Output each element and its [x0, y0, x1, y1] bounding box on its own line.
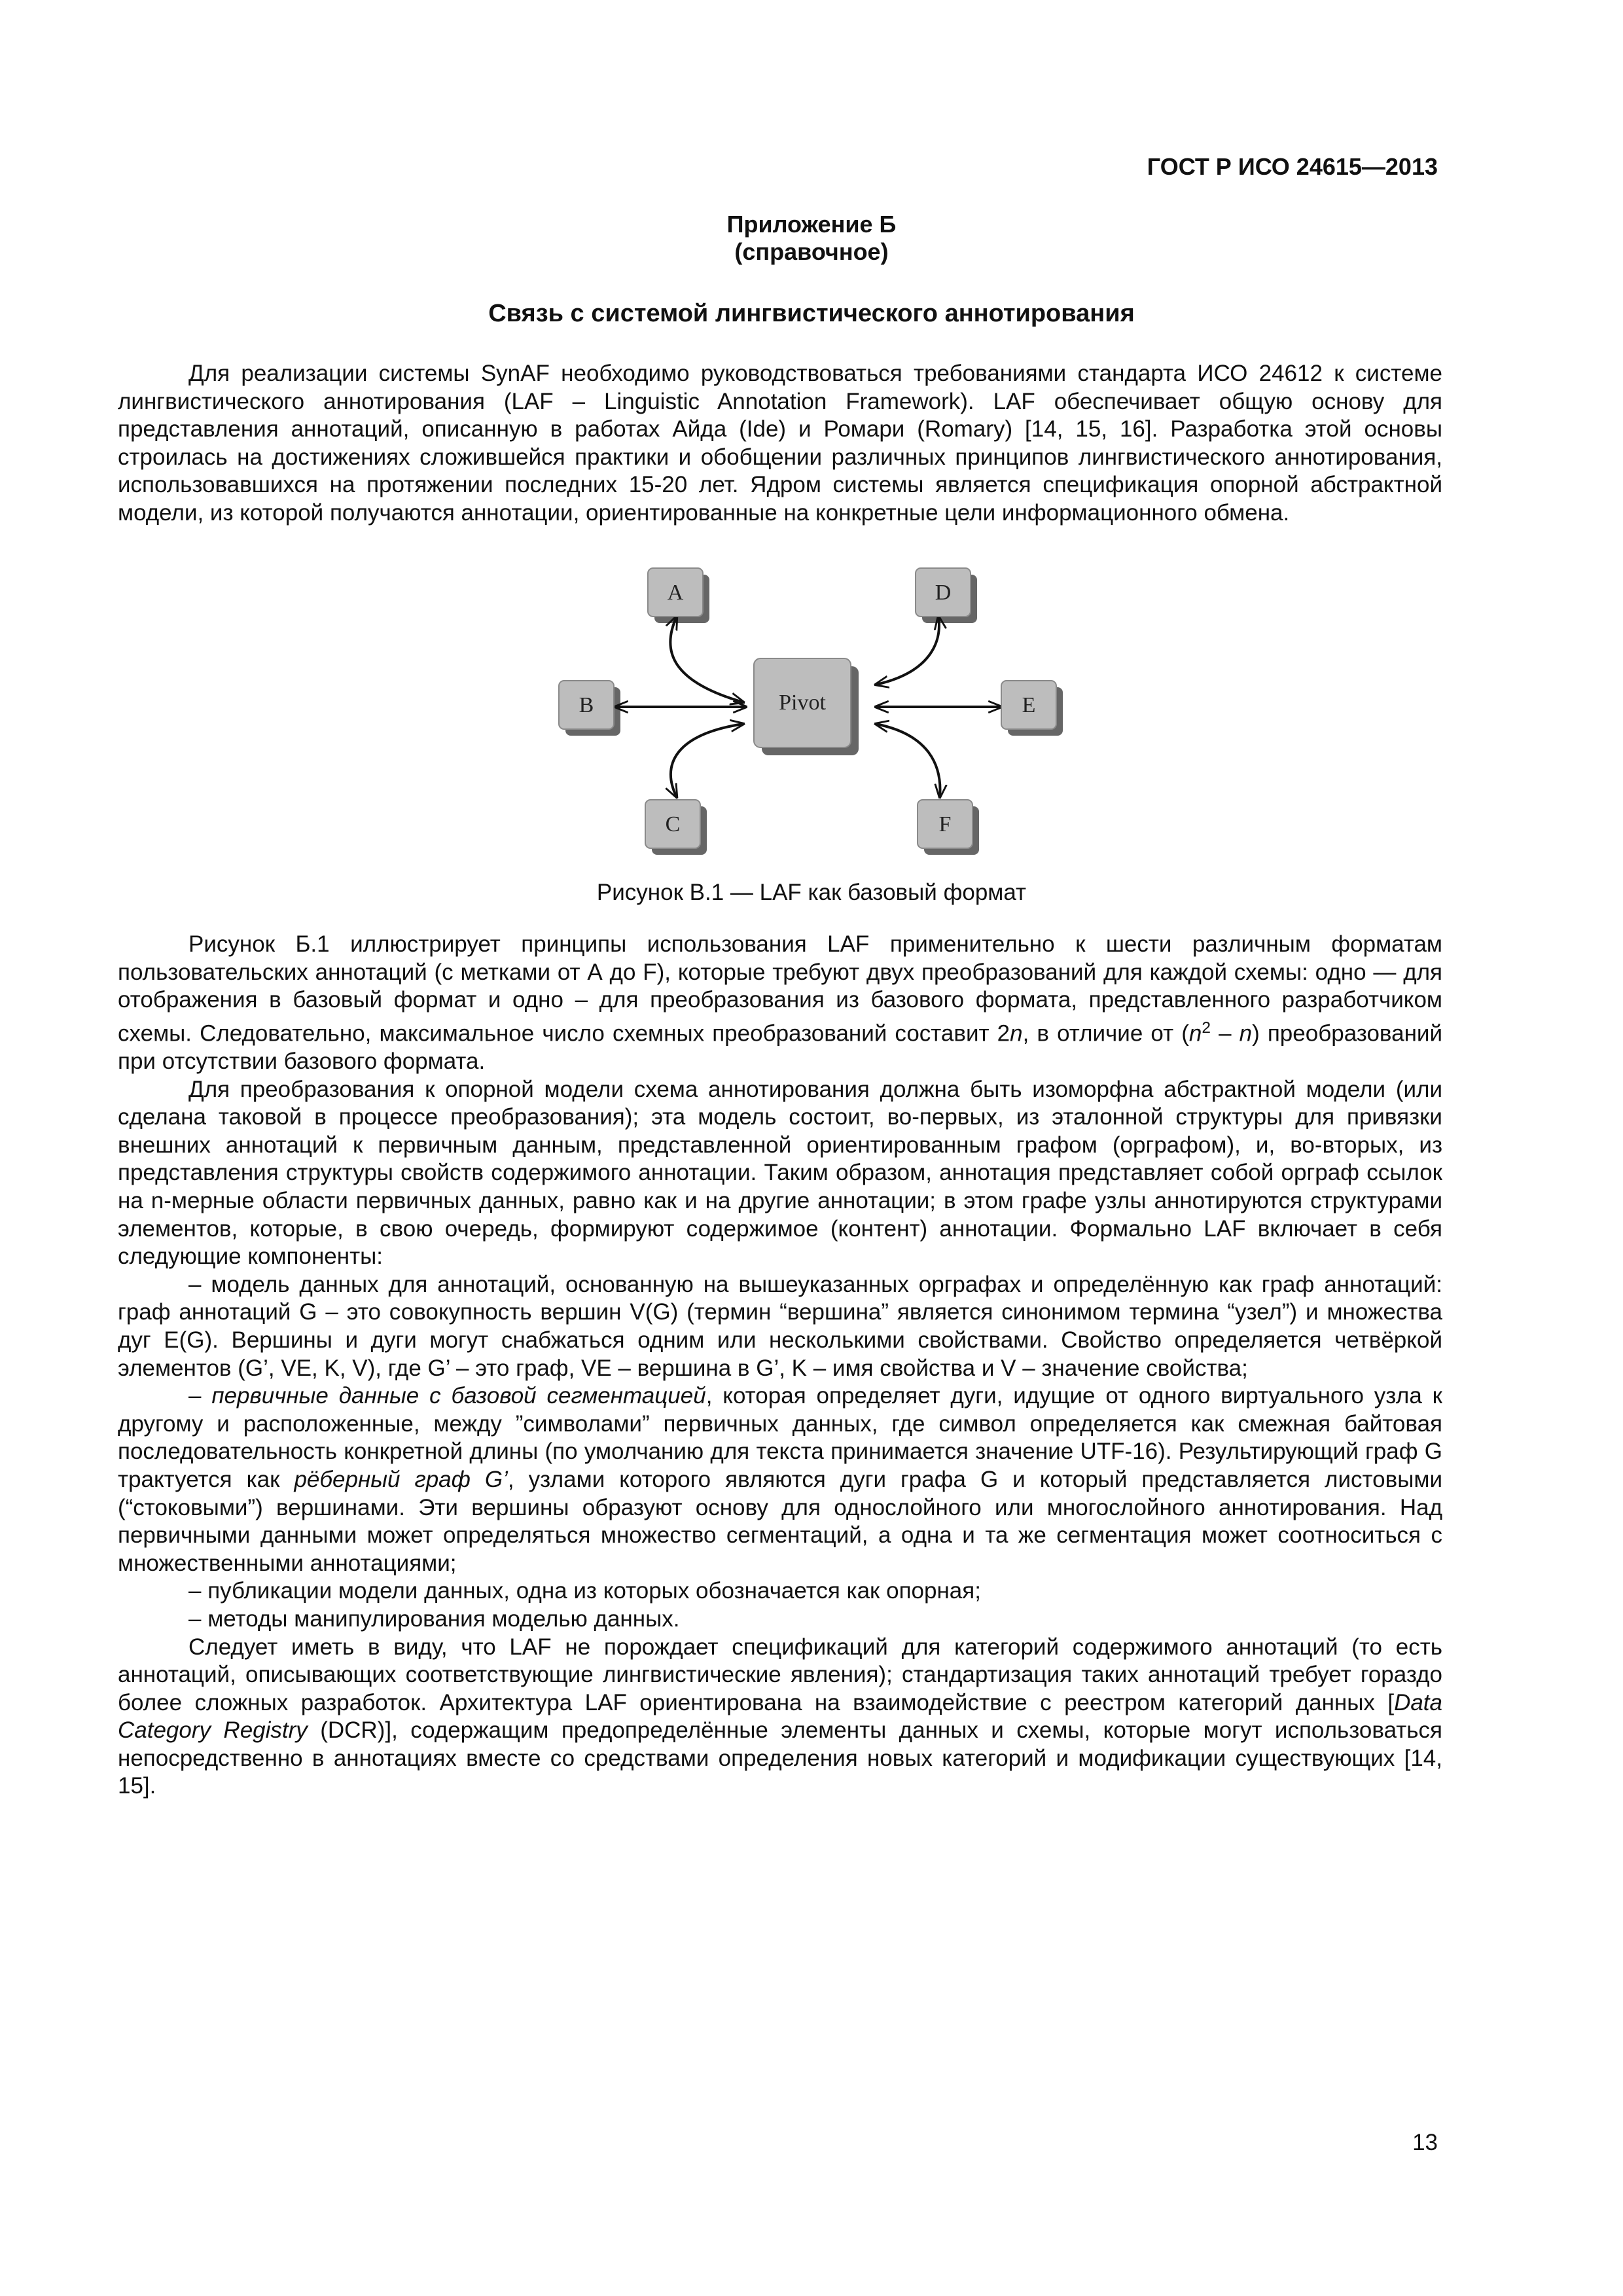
intro-paragraph-block: [118, 360, 1442, 528]
list-item-methods: – методы манипулирования моделью данных.: [188, 1605, 680, 1632]
paragraph-abstract-model: Для преобразования к опорной модели схема аннотирования должна быть изоморфна абстрактной модели (или сделана таковой в процессе преобразования); эта модель состоит, во-первых, из эталонной структуры для привязки внешних аннотаций к первичным данным, представленной ориентированным графом (орграфом), и, во-вторых, из представления структуры свойств содержимого аннотации. Таким образом, аннотация представляет собой орграф ссылок на n-мерные области первичных данных, равно как и на другие аннотации; в этом графе узлы аннотируются структурами элементов, которые, в свою очередь, формируют содержимое (контент) аннотации. Формально LAF включает в себя следующие компоненты:: [118, 1076, 1442, 1270]
para4-text-2: (DCR)], содержащим предопределённые элементы данных и схемы, которые могут использоваться непосредственно в аннотациях вместе со средствами определения новых категорий и модификации существующих [14, 15].: [118, 1717, 1442, 1799]
node-b-label: B: [579, 693, 594, 717]
arrow-pivot-a: [670, 617, 743, 702]
node-d-label: D: [935, 581, 952, 605]
para2-text-4: ) преобразований при отсутствии базового формата.: [118, 1020, 1443, 1075]
list-dash: –: [188, 1383, 212, 1409]
para2-text-2: , в отличие от (: [1022, 1020, 1189, 1047]
arrow-pivot-c: [671, 724, 743, 797]
body-text: [118, 931, 1442, 1801]
para2-text-1: Рисунок Б.1 иллюстрирует принципы использования LAF применительно к шести различным форматам пользовательских аннотаций (с метками от А до F), которые требуют двух преобразований для каждой схемы: одно — для отображения в базовый формат и одно – для преобразования из базового формата, представленного разработчиком схемы. Следовательно, максимальное число схемных преобразований составит 2: [118, 931, 1442, 1047]
para2-var-n: n: [1010, 1020, 1023, 1047]
term-primary-data: первичные данные с базовой сегментацией: [211, 1383, 706, 1409]
figure-caption: Рисунок В.1 — LAF как базовый формат: [596, 880, 1027, 905]
section-title: Связь с системой лингвистического аннотирования: [488, 300, 1135, 327]
node-f-label: F: [938, 812, 952, 836]
para2-var-n: n: [1239, 1020, 1253, 1047]
list-item-publications: – публикации модели данных, одна из которых обозначается как опорная;: [188, 1578, 981, 1604]
para4-text-1: Следует иметь в виду, что LAF не порождает спецификаций для категорий содержимого аннотаций (то есть аннотаций, описывающих соответствующие лингвистические явления); стандартизация таких аннотаций требует гораздо более сложных разработок. Архитектура LAF ориентирована на взаимодействие с реестром категорий данных [: [118, 1634, 1442, 1715]
pivot-label: Pivot: [779, 691, 826, 715]
para2-text-3: –: [1210, 1020, 1240, 1047]
node-c-label: C: [665, 812, 681, 836]
list-item-data-model: – модель данных для аннотаций, основанную на вышеуказанных орграфах и определённую как граф аннотаций: граф аннотаций G – это совокупность вершин V(G) (термин “вершина” является синонимом термина “узел”) и множества дуг E(G). Вершины и дуги могут снабжаться одним или несколькими свойствами. Свойство определяется четвёркой элементов (G’, VE, K, V), где G’ – это граф, VE – вершина в G’, K – имя свойства и V – значение свойства;: [118, 1271, 1442, 1381]
annex-kind: (справочное): [734, 238, 889, 265]
standard-code: ГОСТ Р ИСО 24615—2013: [1147, 153, 1438, 180]
list-item-primary-data: [118, 1382, 1442, 1577]
annex-title: Приложение Б: [726, 211, 897, 238]
arrow-pivot-f: [876, 724, 940, 797]
intro-paragraph: Для реализации системы SynAF необходимо руководствоваться требованиями стандарта ИСО 24612 к системе лингвистического аннотирования (LAF – Linguistic Annotation Framework). LAF обеспечивает общую основу для представления аннотаций, описанную в работах Айда (Ide) и Ромари (Romary) [14, 15, 16]. Разработка этой основы строилась на достижениях сложившейся практики и обобщении различных принципов лингвистического аннотирования, использовавшихся на протяжении последних 15-20 лет. Ядром системы является спецификация опорной абстрактной модели, из которой получаются аннотации, ориентированные на конкретные цели информационного обмена.: [118, 361, 1442, 526]
item2-text-2: , узлами которого являются дуги графа G и который представляется листовыми (“стоковыми”) вершинами. Эти вершины образуют основу для однослойного или многослойного аннотирования. Над первичными данными может определяться множество сегментаций, а одна и та же сегментация может соотноситься с множественными аннотациями;: [118, 1466, 1442, 1576]
node-a-label: A: [667, 581, 684, 605]
para2-var-n: n: [1188, 1020, 1202, 1047]
laf-pivot-diagram: [0, 563, 1623, 864]
term-dcr: Data Category Registry: [118, 1689, 1442, 1744]
paragraph-figure-explanation: [118, 931, 1442, 1076]
term-edge-graph: рёберный граф G’: [294, 1466, 508, 1492]
node-e-label: E: [1022, 693, 1036, 717]
page-number: 13: [1412, 2130, 1438, 2155]
paragraph-dcr: [118, 1634, 1442, 1801]
item2-text-1: , которая определяет дуги, идущие от одного виртуального узла к другому и расположенные, между ”символами” первичных данных, где символ определяется как смежная байтовая последовательность конкретной длины (по умолчанию для текста принимается значение UTF-16). Результирующий граф G трактуется как: [118, 1383, 1442, 1492]
arrow-pivot-d: [876, 617, 939, 685]
para2-superscript: 2: [1202, 1018, 1211, 1037]
